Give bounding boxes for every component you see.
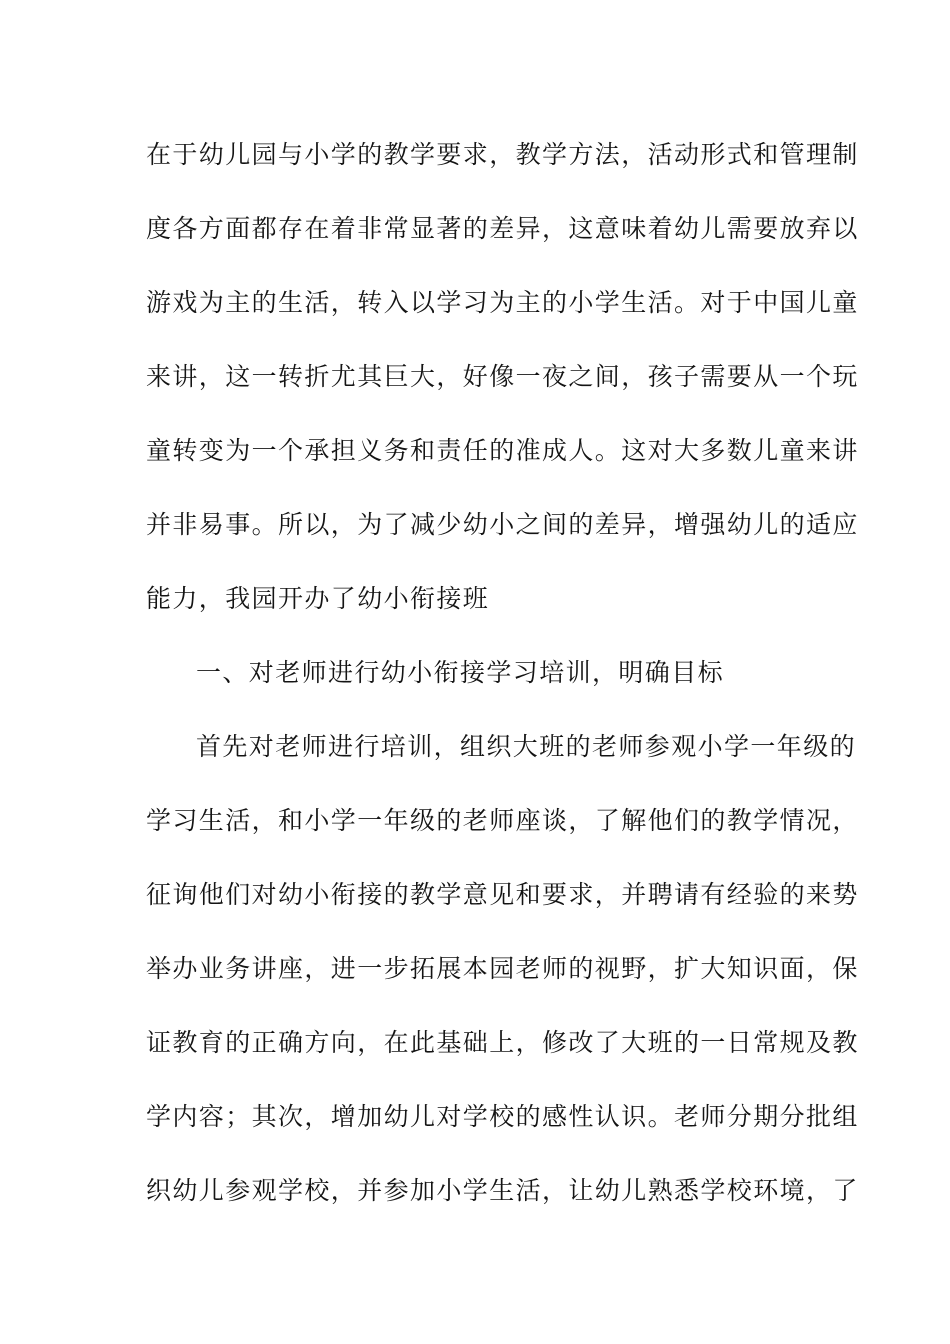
text-line: 举办业务讲座，进一步拓展本园老师的视野，扩大知识面，保 xyxy=(146,954,859,983)
text-line: 童转变为一个承担义务和责任的准成人。这对大多数儿童来讲 xyxy=(146,436,859,465)
text-line: 学内容；其次，增加幼儿对学校的感性认识。老师分期分批组 xyxy=(146,1102,859,1131)
text-line: 并非易事。所以，为了减少幼小之间的差异，增强幼儿的适应 xyxy=(146,510,859,539)
text-line: 度各方面都存在着非常显著的差异，这意味着幼儿需要放弃以 xyxy=(146,214,859,243)
text-line: 征询他们对幼小衔接的教学意见和要求，并聘请有经验的来势 xyxy=(146,880,859,909)
text-line: 能力，我园开办了幼小衔接班 xyxy=(146,584,490,613)
text-line: 游戏为主的生活，转入以学习为主的小学生活。对于中国儿童 xyxy=(146,288,859,317)
section-heading: 一、对老师进行幼小衔接学习培训，明确目标 xyxy=(196,658,725,687)
text-line: 证教育的正确方向，在此基础上，修改了大班的一日常规及教 xyxy=(146,1028,859,1057)
text-line: 织幼儿参观学校，并参加小学生活，让幼儿熟悉学校环境，了 xyxy=(146,1176,859,1205)
text-line: 首先对老师进行培训，组织大班的老师参观小学一年级的 xyxy=(196,732,857,761)
text-line: 学习生活，和小学一年级的老师座谈，了解他们的教学情况， xyxy=(146,806,859,835)
body-text xyxy=(146,130,859,1240)
text-line: 来讲，这一转折尤其巨大，好像一夜之间，孩子需要从一个玩 xyxy=(146,362,859,391)
text-line: 在于幼儿园与小学的教学要求，教学方法，活动形式和管理制 xyxy=(146,140,859,169)
